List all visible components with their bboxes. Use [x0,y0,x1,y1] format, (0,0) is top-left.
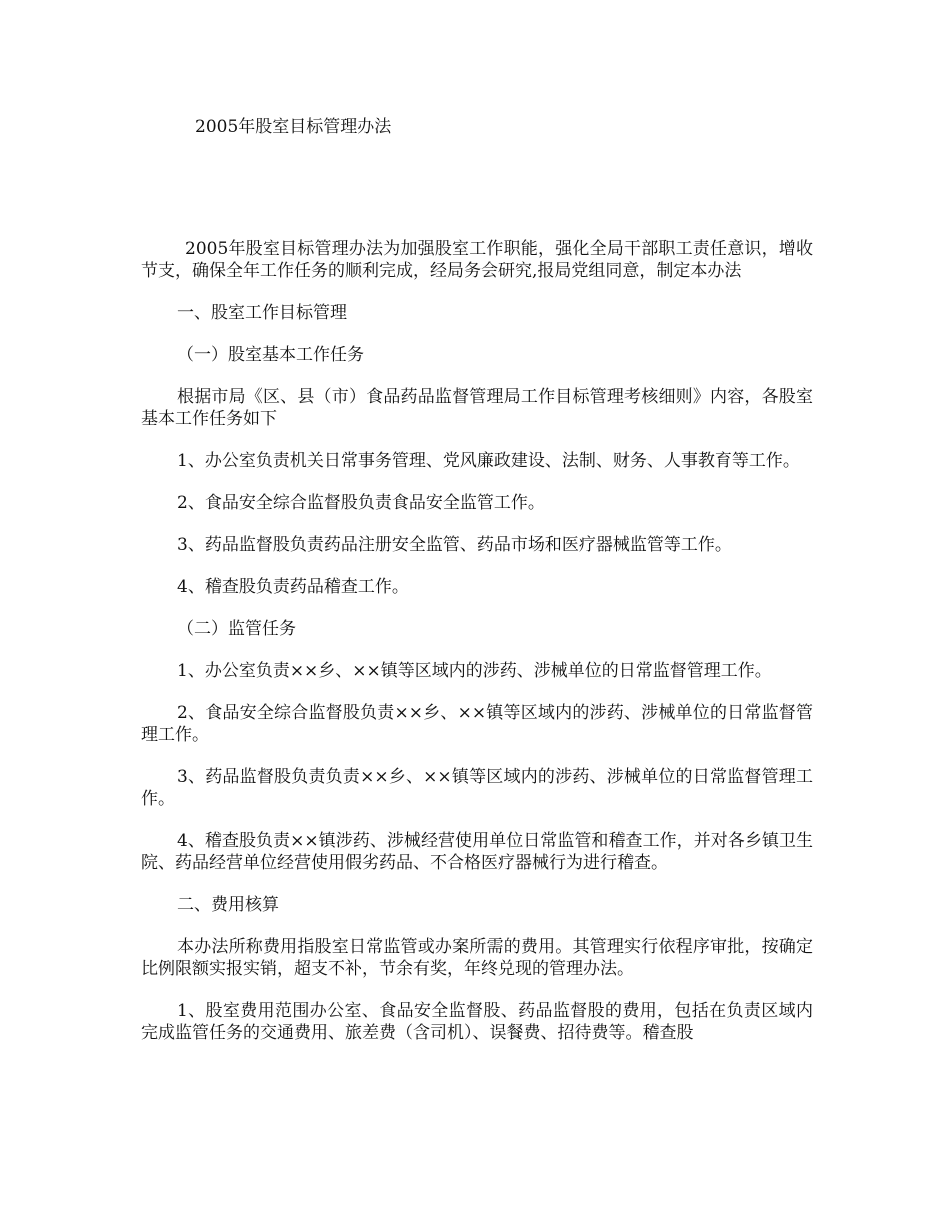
list-item: 1、办公室负责××乡、××镇等区域内的涉药、涉械单位的日常监督管理工作。 [177,661,772,681]
paragraph: 本办法所称费用指股室日常监管或办案所需的费用。其管理实行依程序审批，按确定比例限额实报实销，超支不补，节余有奖，年终兑现的管理办法。 [141,937,813,979]
document-body [141,238,813,1044]
list-item: 1、股室费用范围办公室、食品安全监督股、药品监督股的费用，包括在负责区域内完成监管任务的交通费用、旅差费（含司机）、误餐费、招待费等。稽查股 [141,1001,813,1043]
list-item: 2、食品安全综合监督股负责××乡、××镇等区域内的涉药、涉械单位的日常监督管理工作。 [141,703,813,745]
list-item: 4、稽查股负责××镇涉药、涉械经营使用单位日常监管和稽查工作，并对各乡镇卫生院、药品经营单位经营使用假劣药品、不合格医疗器械行为进行稽查。 [141,831,813,873]
intro-paragraph: 2005年股室目标管理办法为加强股室工作职能，强化全局干部职工责任意识，增收节支，确保全年工作任务的顺利完成，经局务会研究,报局党组同意，制定本办法 [141,239,813,281]
list-item: 3、药品监督股负责负责××乡、××镇等区域内的涉药、涉械单位的日常监督管理工作。 [141,767,813,809]
section-heading-2: 二、费用核算 [177,895,279,915]
section-heading-1: 一、股室工作目标管理 [177,303,347,323]
document-title: 2005年股室目标管理办法 [195,117,392,137]
list-item: 1、办公室负责机关日常事务管理、党风廉政建设、法制、财务、人事教育等工作。 [177,451,800,471]
list-item: 3、药品监督股负责药品注册安全监管、药品市场和医疗器械监管等工作。 [177,535,732,555]
list-item: 2、食品安全综合监督股负责食品安全监管工作。 [177,493,545,513]
paragraph: 根据市局《区、县（市）食品药品监督管理局工作目标管理考核细则》内容，各股室基本工作任务如下 [141,387,813,429]
subsection-heading-1: （一）股室基本工作任务 [177,345,364,365]
list-item: 4、稽查股负责药品稽查工作。 [177,577,409,597]
subsection-heading-2: （二）监管任务 [177,619,296,639]
